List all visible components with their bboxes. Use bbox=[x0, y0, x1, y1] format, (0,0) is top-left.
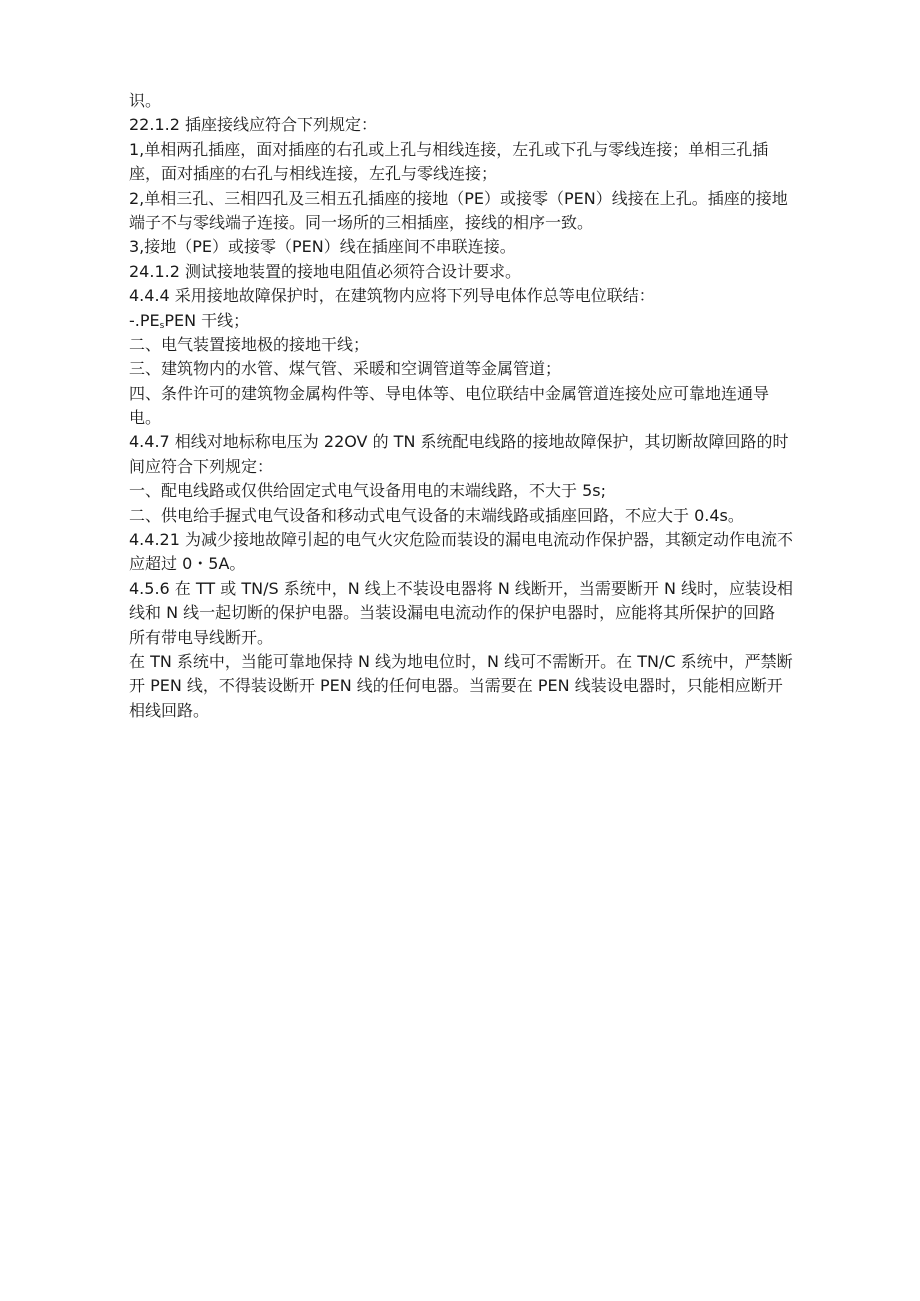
text-line: 3,接地（PE）或接零（PEN）线在插座间不串联连接。 bbox=[129, 237, 516, 257]
text-line: 识。 bbox=[129, 91, 162, 110]
document-body bbox=[129, 89, 829, 723]
text-line: 在 TN 系统中，当能可靠地保持 N 线为地电位时，N 线可不需断开。在 TN/C 系统中，严禁断 bbox=[129, 651, 793, 671]
pe-prefix: -.PE bbox=[129, 310, 160, 330]
text-line: 1,单相两孔插座，面对插座的右孔或上孔与相线连接，左孔或下孔与零线连接；单相三孔插 bbox=[129, 139, 769, 159]
text-line: 所有带电导线断开。 bbox=[129, 627, 274, 647]
text-line: 应超过 0・5A。 bbox=[129, 554, 246, 574]
clause-heading: 4.4.4 采用接地故障保护时，在建筑物内应将下列导电体作总等电位联结： bbox=[129, 286, 655, 306]
text-line: 一、配电线路或仅供给固定式电气设备用电的末端线路，不大于 5s; bbox=[129, 481, 606, 501]
text-line: 四、条件许可的建筑物金属构件等、导电体等、电位联结中金属管道连接处应可靠地连通导 bbox=[129, 383, 770, 403]
pe-suffix: PEN 干线； bbox=[164, 310, 250, 330]
clause-heading: 4.5.6 在 TT 或 TN/S 系统中，N 线上不装设电器将 N 线断开，当需要断开 N 线时，应装设相 bbox=[129, 578, 794, 598]
text-line: 三、建筑物内的水管、煤气管、采暖和空调管道等金属管道； bbox=[129, 359, 562, 379]
text-line: 线和 N 线一起切断的保护电器。当装设漏电电流动作的保护电器时，应能将其所保护的回路 bbox=[129, 603, 776, 623]
text-line: 二、电气装置接地极的接地干线； bbox=[129, 334, 370, 354]
text-line: 端子不与零线端子连接。同一场所的三相插座，接线的相序一致。 bbox=[129, 212, 594, 232]
text-line: 开 PEN 线，不得装设断开 PEN 线的任何电器。当需要在 PEN 线装设电器时，只能相应断开 bbox=[129, 676, 783, 696]
clause-heading: 4.4.21 为减少接地故障引起的电气火灾危险而装设的漏电电流动作保护器，其额定动作电流不 bbox=[129, 530, 793, 550]
text-line: 电。 bbox=[129, 408, 162, 428]
text-line: 间应符合下列规定： bbox=[129, 456, 274, 476]
clause-heading: 24.1.2 测试接地装置的接地电阻值必须符合设计要求。 bbox=[129, 261, 521, 281]
text-line: 二、供电给手握式电气设备和移动式电气设备的末端线路或插座回路，不应大于 0.4s。 bbox=[129, 505, 744, 525]
clause-heading: 22.1.2 插座接线应符合下列规定： bbox=[129, 115, 377, 135]
text-line: 2,单相三孔、三相四孔及三相五孔插座的接地（PE）或接零（PEN）线接在上孔。插座的接地 bbox=[129, 188, 788, 208]
pe-pen-line bbox=[129, 309, 829, 333]
clause-heading: 4.4.7 相线对地标称电压为 22OV 的 TN 系统配电线路的接地故障保护，其切断故障回路的时 bbox=[129, 432, 789, 452]
pe-subscript: s bbox=[159, 320, 165, 331]
text-line: 座，面对插座的右孔与相线连接，左孔与零线连接； bbox=[129, 164, 498, 184]
text-line: 相线回路。 bbox=[129, 700, 210, 720]
